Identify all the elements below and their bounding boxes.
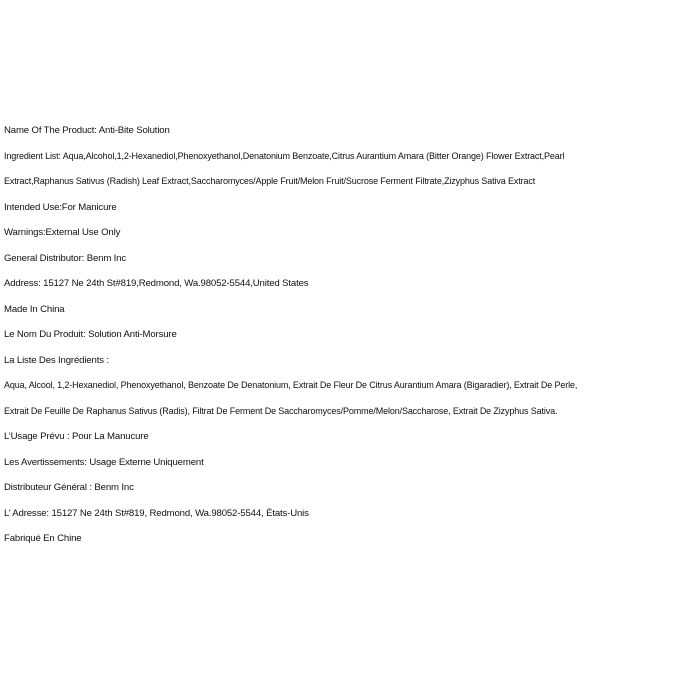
ingredient-list-fr-line1: Aqua, Alcool, 1,2-Hexanediol, Phenoxyethanol, Benzoate De Denatonium, Extrait De Fleur De Citrus Aurantium Amara (Bigaradier), Extrait De Perle,	[4, 380, 578, 391]
product-label-document	[4, 118, 675, 552]
ingredient-list-fr-line2: Extrait De Feuille De Raphanus Sativus (Radis), Filtrat De Ferment De Saccharomyces/Pomme/Melon/Saccharose, Extrait De Zizyphus Sativa.	[4, 405, 558, 417]
ingredient-list-en-line2: Extract,Raphanus Sativus (Radish) Leaf Extract,Saccharomyces/Apple Fruit/Melon Fruit/Sucrose Ferment Filtrate,Zizyphus Sativa Extract	[4, 176, 536, 187]
intended-use-fr: L’Usage Prévu : Pour La Manucure	[4, 431, 149, 442]
origin-fr: Fabriqué En Chine	[4, 533, 82, 544]
distributor-en: General Distributor: Benm Inc	[4, 252, 127, 264]
ingredient-list-fr-heading: La Liste Des Ingrédients :	[4, 354, 109, 366]
origin-en: Made In China	[4, 303, 65, 315]
address-en: Address: 15127 Ne 24th St#819,Redmond, Wa.98052-5544,United States	[4, 278, 309, 289]
ingredient-list-en-line1: Ingredient List: Aqua,Alcohol,1,2-Hexanediol,Phenoxyethanol,Denatonium Benzoate,Citrus Aurantium Amara (Bitter Orange) Flower Extract,Pearl	[4, 150, 565, 162]
product-name-fr: Le Nom Du Produit: Solution Anti-Morsure	[4, 329, 177, 340]
product-name-en: Name Of The Product: Anti-Bite Solution	[4, 125, 170, 136]
intended-use-en: Intended Use:For Manicure	[4, 201, 117, 213]
warnings-fr: Les Avertissements: Usage Externe Uniquement	[4, 456, 204, 468]
distributor-fr: Distributeur Général : Benm Inc	[4, 482, 134, 493]
warnings-en: Warnings:External Use Only	[4, 227, 121, 238]
address-fr: L’ Adresse: 15127 Ne 24th St#819, Redmond, Wa.98052-5544, États-Unis	[4, 507, 309, 519]
